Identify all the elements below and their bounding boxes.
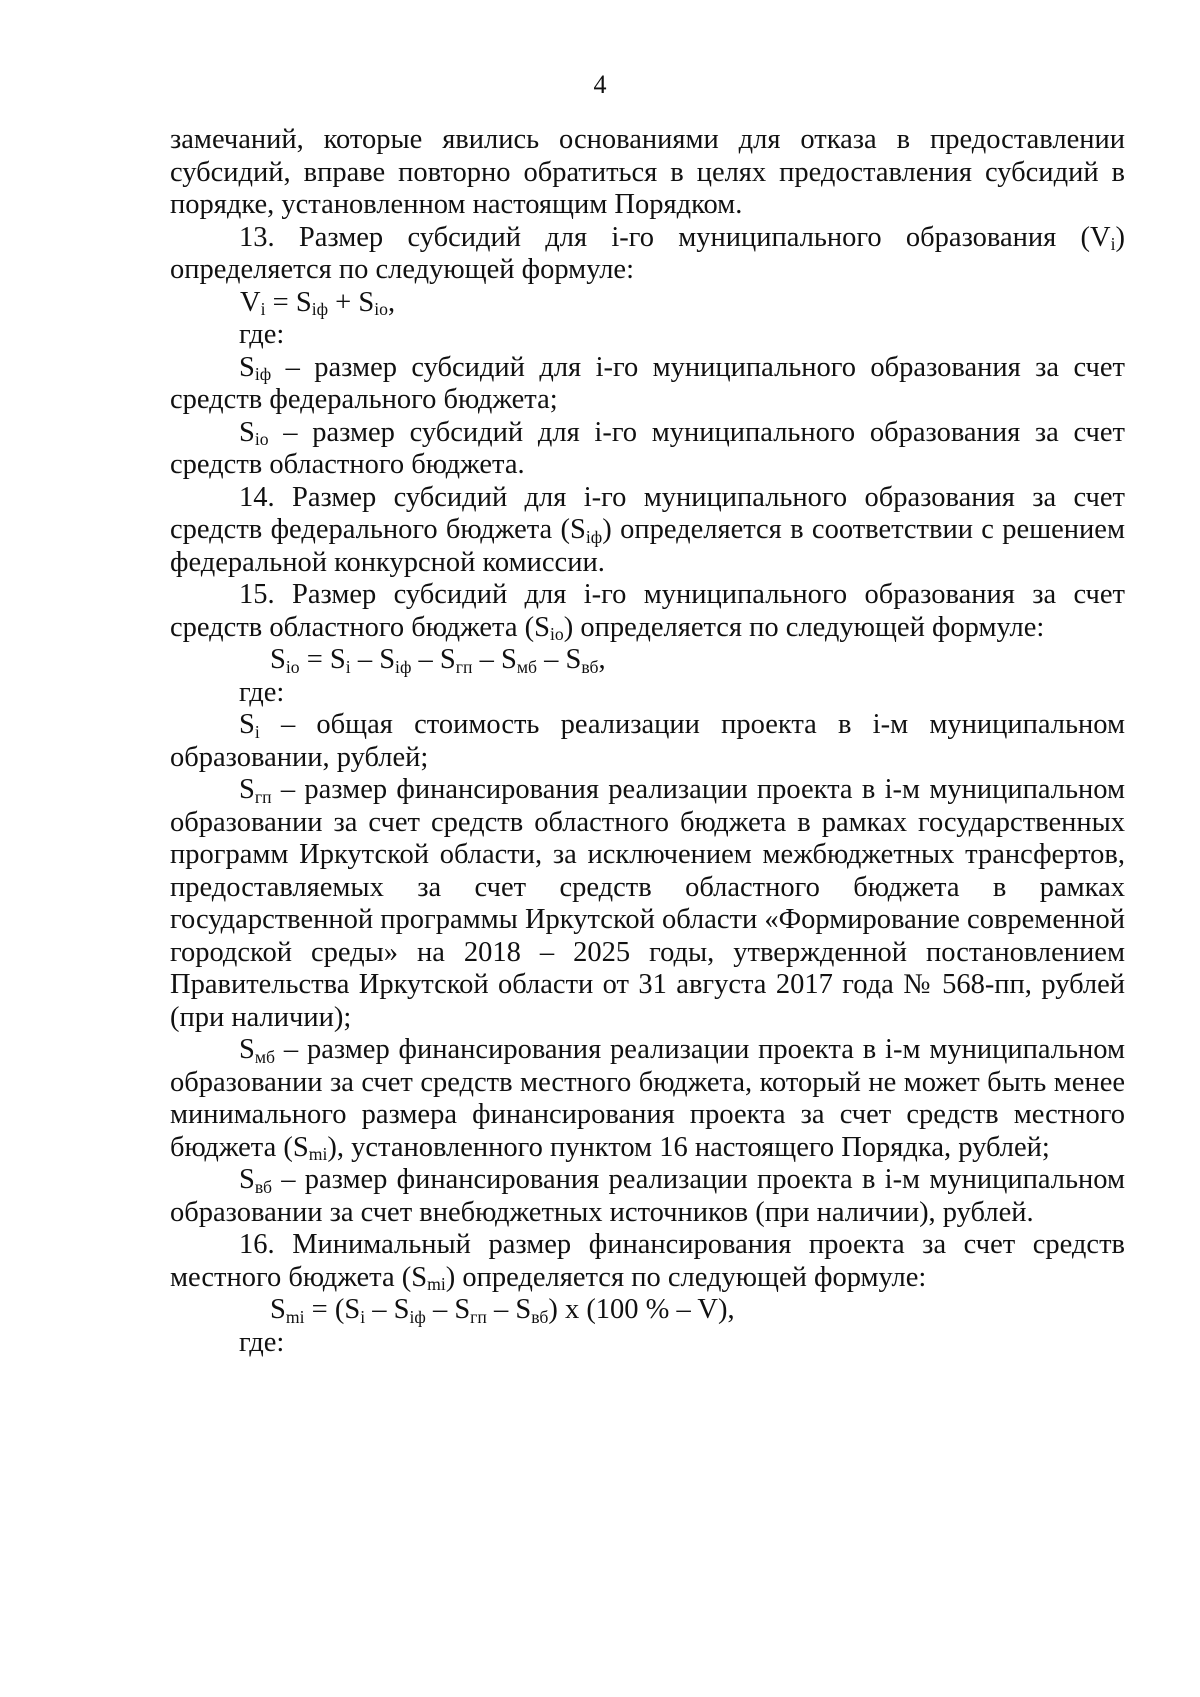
symbol: S [500,644,517,675]
symbol: S [358,286,375,318]
operator: = ( [304,1294,345,1325]
subscript: мб [516,656,537,677]
symbol: S [239,351,255,383]
subscript: вб [531,1306,549,1327]
subscript: io [549,624,564,645]
subscript: iф [409,1306,426,1327]
subscript: iф [585,526,603,547]
symbol: S [379,644,396,675]
subscript: гп [455,656,473,677]
paragraph-text: – общая стоимость реализации проекта в i-м муниципальном образовании, рублей; [170,709,1125,773]
operator: , [598,644,606,675]
paragraph-text: 15. Размер субсидий для i-го муниципального образования за счет средств областного бюджета (S [170,579,1125,643]
symbol: S [329,644,346,675]
symbol: S [239,709,255,740]
subscript: i [345,656,351,677]
subscript: вб [581,656,599,677]
definition-s-if [170,352,1125,417]
formula-s-io [170,644,1125,677]
formula-s-mi [170,1294,1125,1327]
definition-s-i [170,709,1125,774]
operator: – [365,1294,394,1325]
subscript: mi [285,1306,305,1327]
document-body [170,124,1125,1359]
symbol: S [239,416,255,448]
where-label: где: [239,319,285,350]
operator: – [472,644,501,675]
operator: – [411,644,440,675]
paragraph-text: ) определяется в соответствии с решением федеральной конкурсной комиссии. [170,514,1125,578]
paragraph-text: 16. Минимальный размер финансирования проекта за счет средств местного бюджета (S [170,1229,1125,1293]
paragraph-text: – размер финансирования реализации проекта в i-м муниципальном образовании за счет внебюджетных источников (при наличии), рублей. [170,1164,1125,1228]
subscript: iф [311,299,329,320]
where-label: где: [239,676,285,708]
symbol: S [270,644,286,675]
symbol: S [239,774,255,805]
operator: – [425,1294,455,1325]
page-number: 4 [593,70,607,99]
definition-s-gp [170,774,1125,1034]
definition-s-mb [170,1034,1125,1164]
operator: – [537,644,566,675]
paragraph-text: 13. Размер субсидий для i-го муниципального образования (V [239,221,1111,253]
symbol: S [565,644,582,675]
symbol: S [515,1294,532,1325]
paragraph-16 [170,1229,1125,1294]
paragraph-text: – размер финансирования реализации проекта в i-м муниципальном образовании за счет средств местного бюджета, который не может быть менее минимального размера финансирования проекта за счет средств местного бюджета (S [170,1034,1125,1163]
paragraph-13 [170,222,1125,287]
definition-s-vb [170,1164,1125,1229]
operator: , [387,286,396,318]
symbol: S [344,1294,361,1325]
definition-s-io [170,417,1125,482]
subscript: io [374,299,388,320]
paragraph-text: ), установленного пунктом 16 настоящего Порядка, рублей; [327,1131,1050,1163]
subscript: мб [254,1046,276,1067]
formula-v-i [170,287,1125,320]
operator: – [350,644,380,675]
paragraph-text: ) определяется по следующей формуле: [445,1261,927,1293]
paragraph-14 [170,482,1125,580]
subscript: i [360,1306,366,1327]
subscript: iф [254,364,272,385]
paragraph-15 [170,579,1125,644]
paragraph-text: замечаний, которые явились основаниями для отказа в предоставлении субсидий, вправе повторно обратиться в целях предоставления субсидий в порядке, установленном настоящим Порядком. [170,124,1125,220]
operator: = [299,644,330,675]
paragraph-text: – размер финансирования реализации проекта в i-м муниципальном образовании за счет средств областного бюджета в рамках государственных программ Иркутской области, за исключением межбюджетных трансфертов, предоставляемых за счет средств областного бюджета в рамках государственной программы Иркутской области «Формирование современной городской среды» на 2018 – 2025 годы, утвержденной постановлением Правительства Иркутской области от 31 августа 2017 года № 568-пп, рублей (при наличии); [170,774,1125,1033]
where-label: где: [239,1326,285,1358]
subscript: mi [308,1144,328,1165]
subscript: гп [254,786,272,807]
subscript: вб [254,1176,272,1197]
symbol: S [454,1294,471,1325]
symbol: S [393,1294,410,1325]
subscript: io [254,429,269,450]
subscript: i [1110,234,1116,255]
subscript: mi [427,1274,446,1295]
operator: – [486,1294,516,1325]
symbol: S [239,1164,255,1195]
subscript: гп [470,1306,487,1327]
subscript: i [260,299,266,320]
paragraph-text: – размер субсидий для i-го муниципального образования за счет средств областного бюджета. [170,416,1125,480]
paragraph-text: ) определяется по следующей формуле: [170,221,1125,285]
symbol: S [270,1294,286,1325]
paragraph-text: 14. Размер субсидий для i-го муниципального образования за счет средств федерального бюджета (S [170,481,1125,545]
paragraph-continuation [170,124,1125,222]
operator: = [265,286,296,318]
paragraph-text: ) определяется по следующей формуле: [563,611,1045,643]
symbol: V [240,286,261,318]
symbol: S [239,1034,255,1065]
subscript: iф [395,656,412,677]
subscript: i [254,721,260,742]
subscript: io [285,656,300,677]
symbol: S [295,286,312,318]
symbol: S [439,644,456,675]
paragraph-text: – размер субсидий для i-го муниципального образования за счет средств федерального бюджета; [170,351,1125,415]
operator: + [328,286,359,318]
operator: ) x (100 % – V), [548,1294,735,1325]
